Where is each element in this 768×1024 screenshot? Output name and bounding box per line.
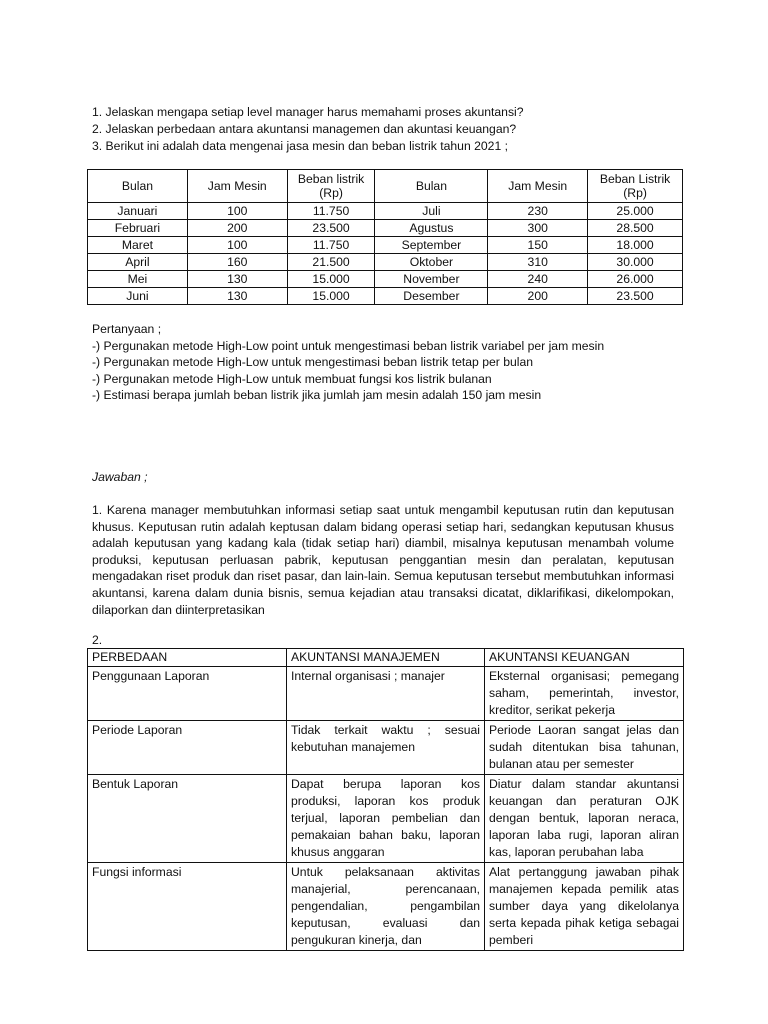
pertanyaan-title: Pertanyaan ; [92, 322, 162, 336]
table-cell: 300 [488, 220, 588, 237]
table-cell: Mei [88, 271, 188, 288]
jawaban-title: Jawaban ; [92, 470, 148, 484]
table-row [88, 271, 683, 288]
table-cell: 200 [187, 220, 287, 237]
table-header-row [88, 170, 683, 203]
table-cell: 23.500 [588, 288, 683, 305]
table-cell: 310 [488, 254, 588, 271]
table-row [88, 288, 683, 305]
table-cell: Untuk pelaksanaan aktivitas manajerial, perencanaan, pengendalian, pengambilan keputusan, evaluasi dan pengukuran kinerja, dan [287, 863, 485, 951]
table-cell: 150 [488, 237, 588, 254]
table-cell: Januari [88, 203, 188, 220]
table-cell: Periode Laoran sangat jelas dan sudah ditentukan bisa tahunan, bulanan atau per semester [485, 721, 684, 775]
table-cell: September [375, 237, 488, 254]
table-cell: Penggunaan Laporan [88, 667, 287, 721]
table-cell: 25.000 [588, 203, 683, 220]
table-cell: 26.000 [588, 271, 683, 288]
table-cell: Alat pertanggung jawaban pihak manajemen kepada pemilik atas sumber daya yang dikelolanya serta kepada pihak ketiga sebagai pemberi [485, 863, 684, 951]
answer-1-paragraph: 1. Karena manager membutuhkan informasi setiap saat untuk mengambil keputusan rutin dan keputusan khusus. Keputusan rutin adalah keptusan dalam bidang operasi setiap hari, sedangkan keputusan khusus adalah keputusan yang kadang kala (tidak setiap hari) diambil, misalnya keputusan menambah volume produksi, keputusan perluasan pabrik, keputusan penggantian mesin dan peralatan, keputusan mengadakan riset produk dan riset pasar, dan lain-lain. Semua keputusan tersebut membutuhkan informasi akuntansi, karena dalam dunia bisnis, semua kejadian atau transaksi dicatat, diklarifikasi, dikelompokan, dilaporkan dan diinterpretasikan [92, 503, 674, 617]
table-cell: 11.750 [287, 237, 375, 254]
table-cell: 11.750 [287, 203, 375, 220]
table-row [88, 220, 683, 237]
table-cell: 23.500 [287, 220, 375, 237]
header-cell: Bulan [88, 170, 188, 203]
table-row [88, 667, 684, 721]
comparison-table [87, 648, 684, 951]
table-cell: Agustus [375, 220, 488, 237]
table-cell: 28.500 [588, 220, 683, 237]
table-header-row [88, 649, 684, 667]
table-cell: 21.500 [287, 254, 375, 271]
table-cell: 230 [488, 203, 588, 220]
table-row [88, 775, 684, 863]
pertanyaan-item: -) Pergunakan metode High-Low untuk mengestimasi beban listrik tetap per bulan [92, 355, 534, 369]
table-row [88, 863, 684, 951]
table-cell: 200 [488, 288, 588, 305]
table-cell: 100 [187, 237, 287, 254]
table-cell: Februari [88, 220, 188, 237]
table-cell: Diatur dalam standar akuntansi keuangan dan peraturan OJK dengan bentuk, laporan neraca, laporan laba rugi, laporan aliran kas, laporan perubahan laba [485, 775, 684, 863]
table-cell: 130 [187, 288, 287, 305]
header-cell: AKUNTANSI MANAJEMEN [287, 649, 485, 667]
pertanyaan-item: -) Pergunakan metode High-Low untuk membuat fungsi kos listrik bulanan [92, 372, 492, 386]
table-cell: Juli [375, 203, 488, 220]
table-cell: Bentuk Laporan [88, 775, 287, 863]
table-cell: Periode Laporan [88, 721, 287, 775]
table-row [88, 203, 683, 220]
pertanyaan-item: -) Pergunakan metode High-Low point untuk mengestimasi beban listrik variabel per jam mesin [92, 339, 605, 353]
header-cell: Jam Mesin [187, 170, 287, 203]
header-cell: PERBEDAAN [88, 649, 287, 667]
header-cell: Bulan [375, 170, 488, 203]
table-cell: Internal organisasi ; manajer [287, 667, 485, 721]
table-cell: November [375, 271, 488, 288]
table-cell: 100 [187, 203, 287, 220]
header-cell: AKUNTANSI KEUANGAN [485, 649, 684, 667]
table-cell: Juni [88, 288, 188, 305]
table-cell: Eksternal organisasi; pemegang saham, pemerintah, investor, kreditor, serikat pekerja [485, 667, 684, 721]
table-cell: April [88, 254, 188, 271]
table-cell: Oktober [375, 254, 488, 271]
table-cell: 18.000 [588, 237, 683, 254]
table-cell: 15.000 [287, 271, 375, 288]
table-cell: Tidak terkait waktu ; sesuai kebutuhan manajemen [287, 721, 485, 775]
table-cell: 160 [187, 254, 287, 271]
header-cell: Beban listrik (Rp) [287, 170, 375, 203]
table-cell: Maret [88, 237, 188, 254]
table-cell: Fungsi informasi [88, 863, 287, 951]
table-row [88, 237, 683, 254]
table-cell: 30.000 [588, 254, 683, 271]
table-cell: 15.000 [287, 288, 375, 305]
table-cell: 130 [187, 271, 287, 288]
machine-electricity-table [87, 169, 683, 305]
answer-2-label: 2. [92, 633, 103, 647]
table-cell: Dapat berupa laporan kos produksi, laporan kos produk terjual, laporan pembelian dan pemakaian bahan baku, laporan khusus anggaran [287, 775, 485, 863]
question-1: 1. Jelaskan mengapa setiap level manager harus memahami proses akuntansi? [92, 105, 524, 119]
table-cell: 240 [488, 271, 588, 288]
header-cell: Jam Mesin [488, 170, 588, 203]
table-cell: Desember [375, 288, 488, 305]
table-row [88, 721, 684, 775]
pertanyaan-item: -) Estimasi berapa jumlah beban listrik jika jumlah jam mesin adalah 150 jam mesin [92, 388, 542, 402]
table-row [88, 254, 683, 271]
header-cell: Beban Listrik (Rp) [588, 170, 683, 203]
question-2: 2. Jelaskan perbedaan antara akuntansi managemen dan akuntasi keuangan? [92, 122, 517, 136]
question-3: 3. Berikut ini adalah data mengenai jasa mesin dan beban listrik tahun 2021 ; [92, 139, 508, 153]
